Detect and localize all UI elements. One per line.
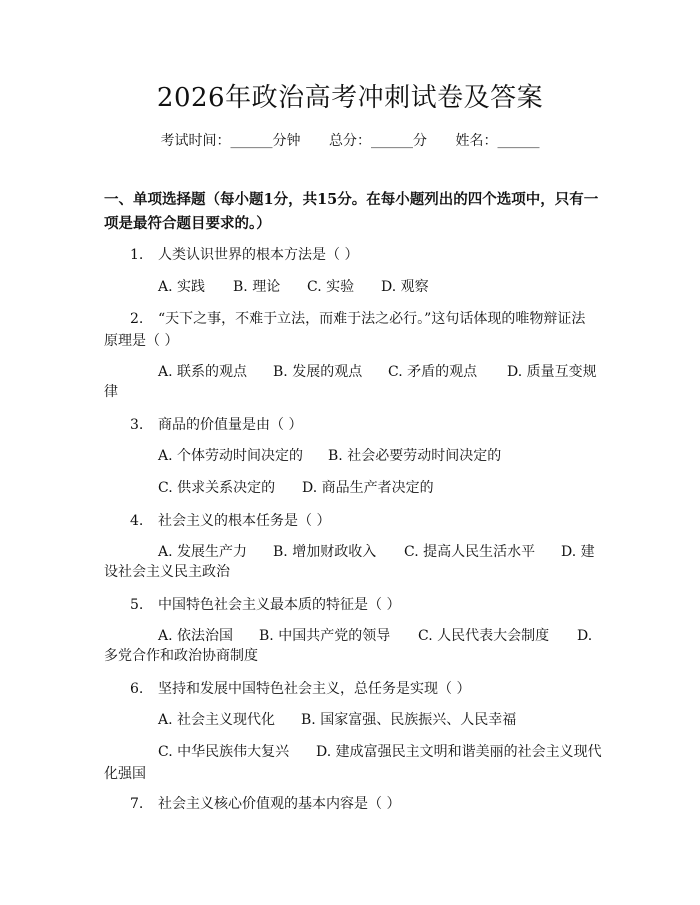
option-b: B. 理论 xyxy=(233,279,281,295)
question-2 xyxy=(130,308,600,330)
exam-meta xyxy=(0,130,700,152)
option-b: B. 发展的观点 xyxy=(273,364,363,380)
question-text: 中国特色社会主义最本质的特征是（ ） xyxy=(158,597,401,613)
option-continued: 设社会主义民主政治 xyxy=(104,564,230,580)
question-text: 商品的价值量是由（ ） xyxy=(158,417,303,433)
question-4 xyxy=(130,510,600,532)
option-d: D. 商品生产者决定的 xyxy=(302,480,434,496)
option-a: A. 社会主义现代化 xyxy=(158,712,276,728)
exam-time: 考试时间：______分钟 xyxy=(160,133,301,149)
section-heading: 一、单项选择题（每小题1分，共15分。在每小题列出的四个选项中，只有一项是最符合题目要求的。） xyxy=(104,191,599,232)
option-c: C. 矛盾的观点 xyxy=(388,364,478,380)
option-d: D. 质量互变规 xyxy=(507,364,597,380)
question-number: 6. xyxy=(130,681,144,697)
question-number: 4. xyxy=(130,513,144,529)
question-text: 社会主义核心价值观的基本内容是（ ） xyxy=(158,796,401,812)
question-3 xyxy=(130,414,600,436)
option-b: B. 社会必要劳动时间决定的 xyxy=(328,448,502,464)
exam-score: 总分：______分 xyxy=(329,133,427,149)
question-text-continued: 原理是（ ） xyxy=(104,333,179,349)
option-c: C. 中华民族伟大复兴 xyxy=(158,744,290,760)
option-d: D. xyxy=(577,628,593,644)
option-d: D. 观察 xyxy=(381,279,429,295)
question-7 xyxy=(130,793,600,815)
question-number: 7. xyxy=(130,796,144,812)
option-d: D. 建 xyxy=(561,544,595,560)
option-continued: 化强国 xyxy=(104,766,146,782)
question-1 xyxy=(130,244,600,266)
option-c: C. 供求关系决定的 xyxy=(158,480,276,496)
option-c: C. 提高人民生活水平 xyxy=(404,544,536,560)
option-c: C. 人民代表大会制度 xyxy=(418,628,550,644)
option-a: A. 联系的观点 xyxy=(158,364,248,380)
option-continued: 多党合作和政治协商制度 xyxy=(104,648,258,664)
option-d: D. 建成富强民主文明和谐美丽的社会主义现代 xyxy=(316,744,602,760)
question-number: 3. xyxy=(130,417,144,433)
exam-name: 姓名：______ xyxy=(455,133,540,149)
question-text: 社会主义的根本任务是（ ） xyxy=(158,513,331,529)
option-a: A. 依法治国 xyxy=(158,628,234,644)
question-number: 1. xyxy=(130,247,144,263)
option-continued: 律 xyxy=(104,384,118,400)
exam-title: 2026年政治高考冲刺试卷及答案 xyxy=(156,83,544,113)
question-text: “天下之事，不难于立法，而难于法之必行。”这句话体现的唯物辩证法 xyxy=(158,311,586,327)
question-number: 5. xyxy=(130,597,144,613)
question-5 xyxy=(130,594,600,616)
question-number: 2. xyxy=(130,311,144,327)
question-6 xyxy=(130,678,600,700)
question-text: 坚持和发展中国特色社会主义，总任务是实现（ ） xyxy=(158,681,471,697)
option-b: B. 国家富强、民族振兴、人民幸福 xyxy=(301,712,517,728)
question-text: 人类认识世界的根本方法是（ ） xyxy=(158,247,359,263)
option-a: A. 实践 xyxy=(158,279,206,295)
option-b: B. 中国共产党的领导 xyxy=(259,628,391,644)
option-a: A. 个体劳动时间决定的 xyxy=(158,448,304,464)
option-a: A. 发展生产力 xyxy=(158,544,248,560)
option-b: B. 增加财政收入 xyxy=(273,544,377,560)
option-c: C. 实验 xyxy=(307,279,355,295)
